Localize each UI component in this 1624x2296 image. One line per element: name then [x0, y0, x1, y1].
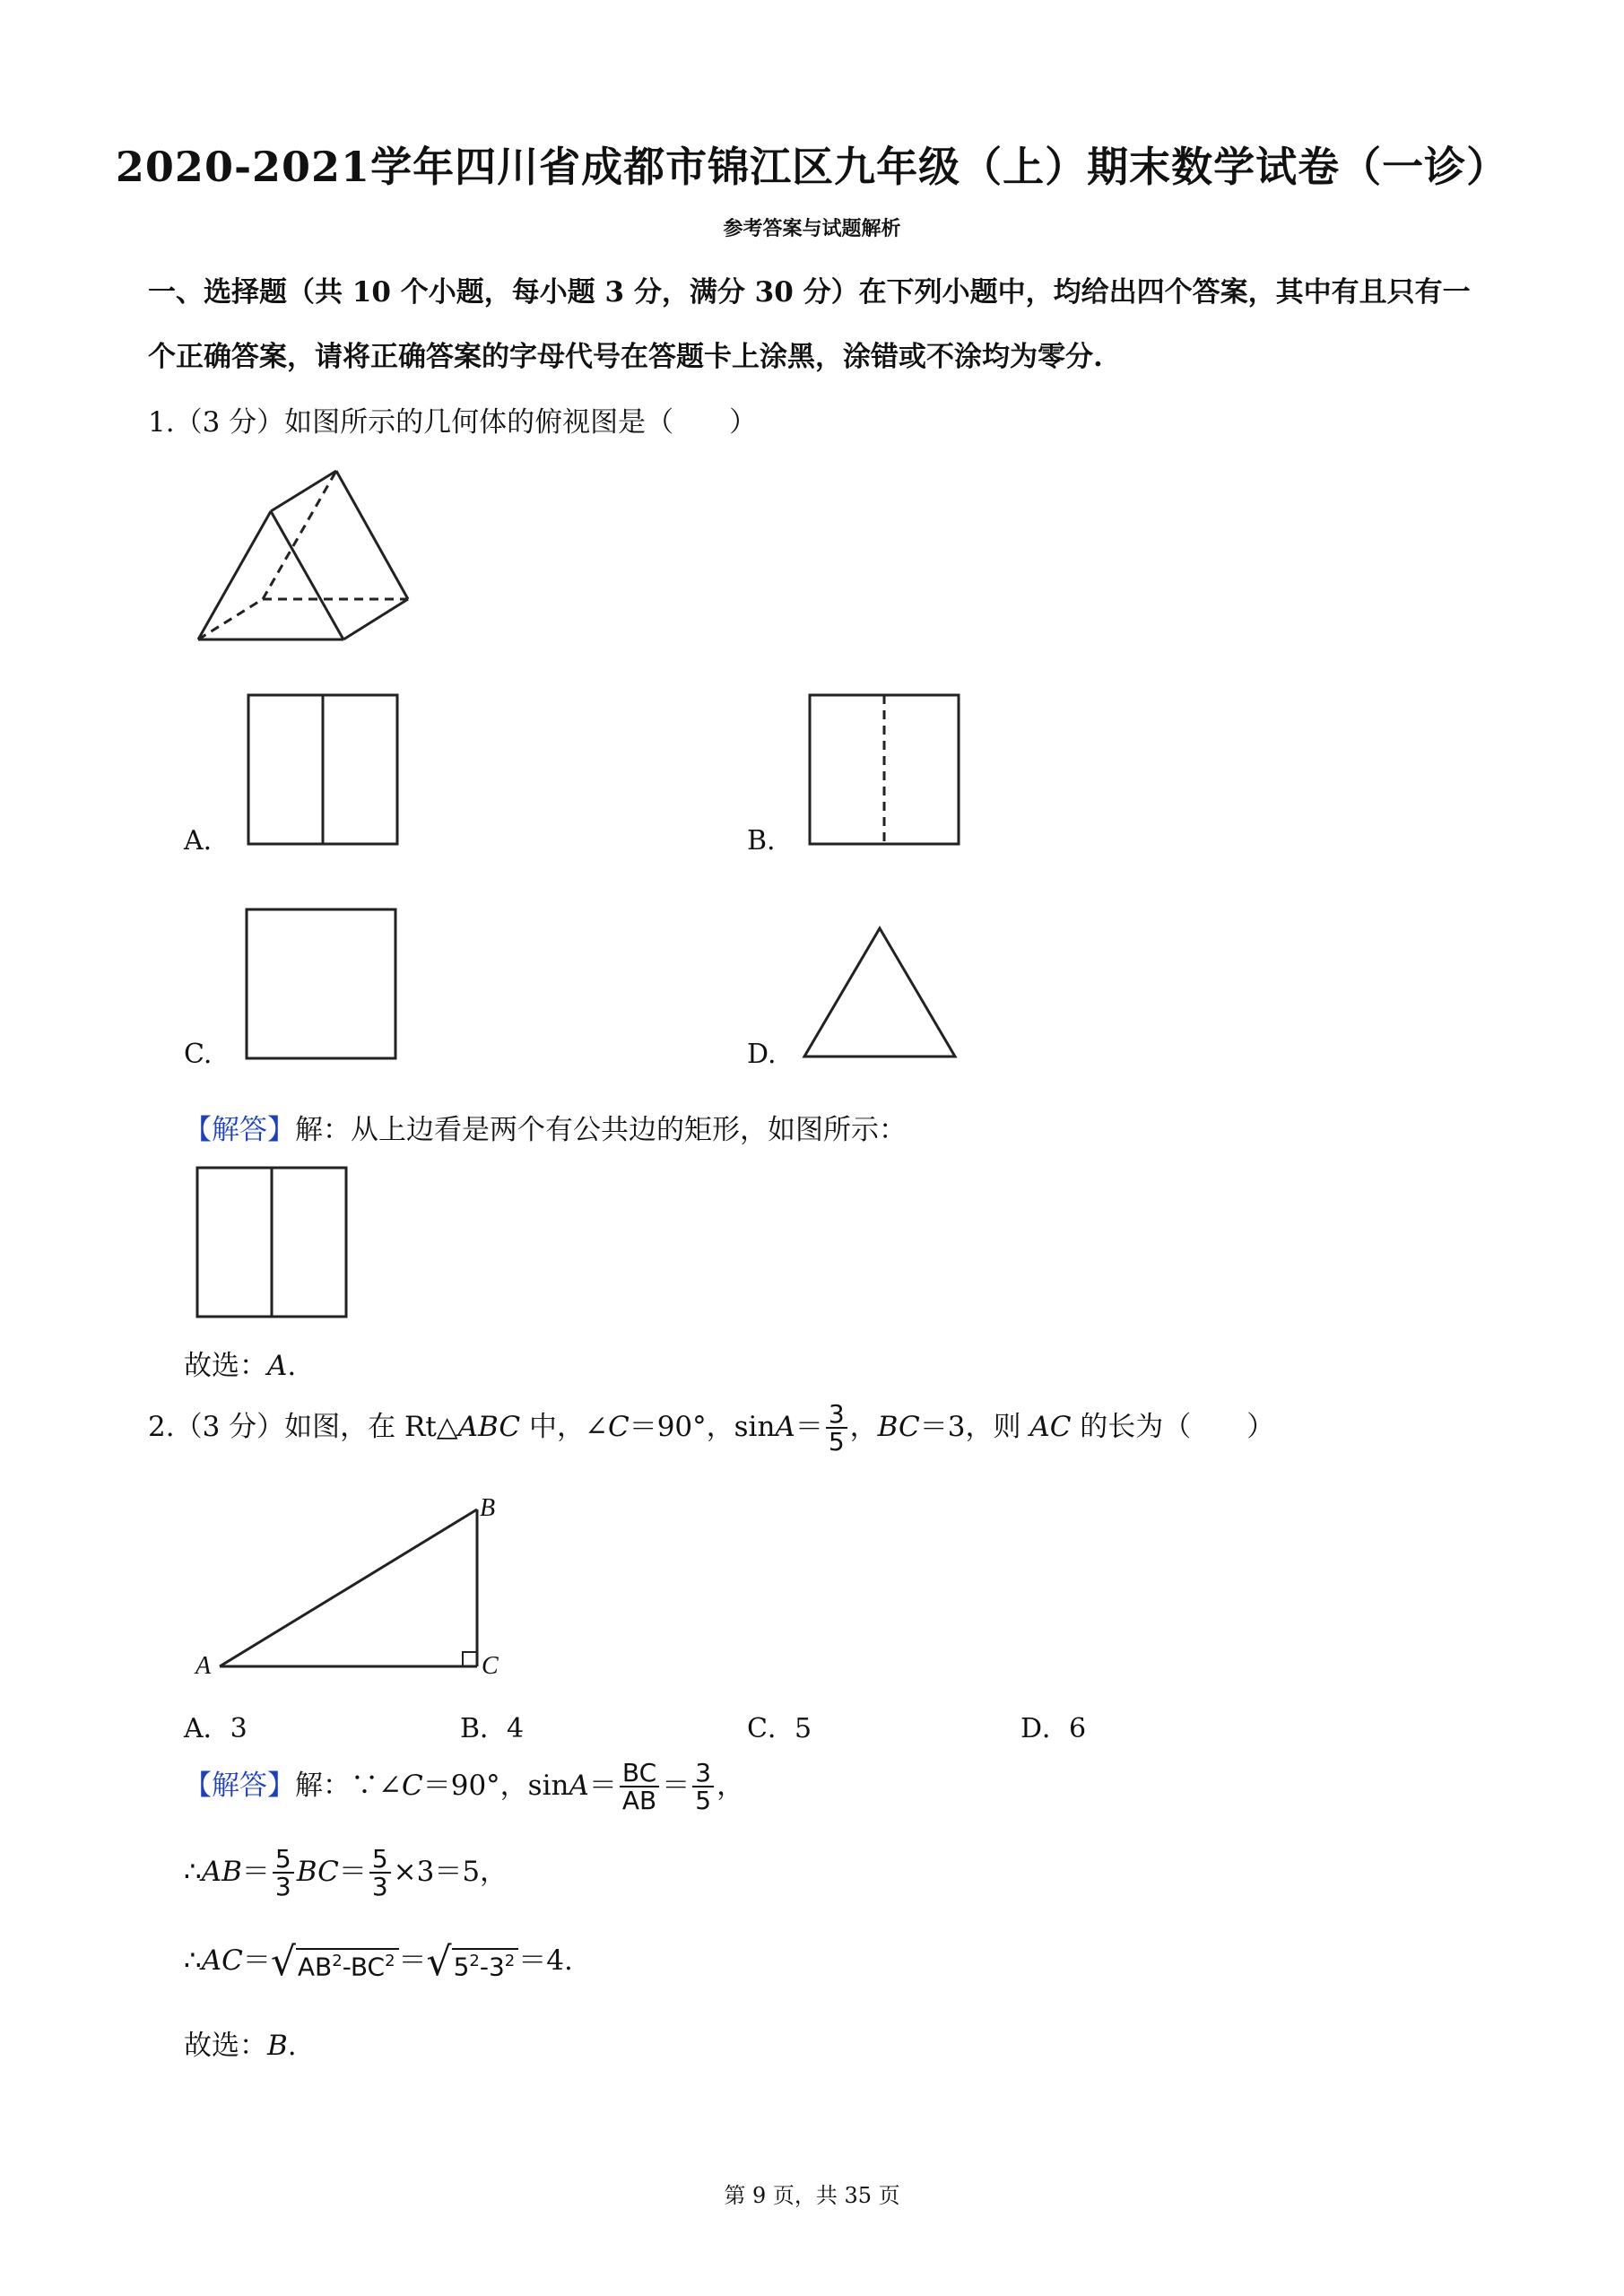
q2-stem-mid1: 中，∠ [520, 1410, 608, 1443]
page-title: 2020-2021学年四川省成都市锦江区九年级（上）期末数学试卷（一诊） [115, 143, 1509, 191]
q2-sol2-frac1-den: 3 [274, 1872, 291, 1902]
q2-sol3-end: ＝4. [518, 1944, 573, 1977]
q2-sol2-fraction-1 [273, 1846, 294, 1900]
q1-choice-letter: A [267, 1350, 288, 1382]
q2-sol1-frac2-den: 5 [695, 1786, 712, 1816]
q2-sol3-radical-2 [427, 1939, 519, 1985]
q2-stem-frac-den: 5 [828, 1427, 845, 1457]
q2-sol1-c: C [401, 1769, 423, 1802]
q2-sol1-frac1-den: AB [621, 1786, 657, 1816]
q2-choice-end: . [287, 2030, 297, 2062]
q2-sol3-eq2: ＝ [398, 1944, 427, 1977]
q2-choice-line [184, 2022, 297, 2063]
q2-choice-letter: B [267, 2030, 288, 2062]
sqrt-icon: √ [270, 1939, 296, 1985]
q2-sol1-prefix: 解：∵∠ [295, 1769, 402, 1802]
q2-figure-label-c: C [482, 1652, 499, 1680]
q2-stem-prefix: 2.（3 分）如图，在 Rt△ [148, 1410, 458, 1443]
sqrt-icon: √ [426, 1939, 452, 1985]
page-footer: 第 9 页，共 35 页 [724, 2183, 900, 2208]
q1-option-a-label: A. [184, 825, 213, 857]
q2-sol2-eq2: ＝ [338, 1855, 367, 1888]
q2-stem-bc: BC [877, 1410, 920, 1443]
q2-sol1-eq2: ＝ [662, 1769, 690, 1802]
section-instructions-line-2: 个正确答案，请将正确答案的字母代号在答题卡上涂黑，涂错或不涂均为零分. [148, 341, 1103, 373]
q2-sol3-rad2-sup1: 2 [469, 1951, 480, 1970]
q2-option-a: A．3 [184, 1713, 248, 1744]
q2-sol2-eq: ＝ [241, 1855, 270, 1888]
q2-stem-ac: AC [1029, 1410, 1072, 1443]
q2-sol2-frac2-den: 3 [371, 1872, 388, 1902]
q2-sol1-fraction-1 [620, 1760, 659, 1814]
q2-stem-a: A [775, 1410, 795, 1443]
q1-answer-tag: 【解答】 [184, 1114, 295, 1146]
q2-sol1-eq: ＝ [588, 1769, 617, 1802]
q2-sol1-frac1-num: BC [620, 1760, 659, 1787]
page-subtitle: 参考答案与试题解析 [723, 217, 901, 240]
q2-stem-abc: ABC [457, 1410, 521, 1443]
q2-sol3-rad2-sup2: 2 [504, 1951, 516, 1970]
q2-sol1-fraction-2 [692, 1760, 714, 1814]
q2-sol3-radical-1 [271, 1939, 399, 1985]
q2-stem-frac-num: 3 [826, 1401, 847, 1429]
q2-sol3-rad1-a: AB [297, 1952, 333, 1982]
q1-option-d-label: D. [747, 1039, 777, 1070]
q2-sol2-ab: AB [201, 1855, 242, 1888]
q2-sol1-frac2-num: 3 [692, 1760, 714, 1787]
q2-stem-eq: ＝ [795, 1410, 823, 1443]
q2-sol3-rad2-b: -3 [479, 1952, 505, 1982]
q2-sol2-frac1-num: 5 [273, 1846, 294, 1874]
q2-solution-line-1 [184, 1760, 744, 1814]
q2-stem-mid2: ＝90°，sin [629, 1410, 776, 1443]
q2-solution-line-2 [184, 1846, 508, 1900]
q1-choice-prefix: 故选： [184, 1350, 267, 1382]
q2-sol2-end: ×3＝5， [393, 1855, 508, 1888]
q2-option-c: C．5 [747, 1713, 812, 1744]
q2-sol1-a: A [569, 1769, 589, 1802]
q2-solution-line-3 [184, 1937, 573, 1985]
q2-sol2-prefix: ∴ [184, 1855, 202, 1888]
q2-sol3-rad2-a: 5 [453, 1952, 470, 1982]
q1-option-b-label: B. [747, 825, 776, 857]
q2-sol2-frac2-num: 5 [369, 1846, 391, 1874]
q2-figure-label-a: A [195, 1652, 212, 1680]
q1-choice-end: . [287, 1350, 297, 1382]
q2-answer-tag: 【解答】 [184, 1769, 295, 1802]
q2-sol3-rad1-sup2: 2 [385, 1951, 395, 1970]
q2-choice-prefix: 故选： [184, 2030, 267, 2062]
q2-sol1-end: ， [716, 1769, 745, 1802]
q2-sol3-eq: ＝ [242, 1944, 271, 1977]
q2-sol3-rad1-b: -BC [342, 1952, 386, 1982]
q2-option-b: B．4 [460, 1713, 525, 1744]
q2-sol2-bc: BC [296, 1855, 339, 1888]
question-1-stem: 1.（3 分）如图所示的几何体的俯视图是（ ） [148, 406, 758, 439]
q2-sol3-rad1-sup1: 2 [332, 1951, 343, 1970]
q2-stem-comma: ， [849, 1410, 878, 1443]
q1-option-c-label: C. [184, 1039, 213, 1070]
section-instructions-line-1: 一、选择题（共 10 个小题，每小题 3 分，满分 30 分）在下列小题中，均给出四个答案，其中有且只有一 [148, 276, 1471, 309]
q1-answer-text: 解：从上边看是两个有公共边的矩形，如图所示： [295, 1114, 907, 1146]
q2-stem-end: 的长为（ ） [1071, 1410, 1275, 1443]
q2-sol1-mid: ＝90°，sin [422, 1769, 569, 1802]
q2-figure-label-b: B [480, 1494, 496, 1522]
q2-stem-mid3: ＝3，则 [919, 1410, 1030, 1443]
q2-sol2-fraction-2 [369, 1846, 391, 1900]
q2-sol3-prefix: ∴ [184, 1944, 202, 1977]
q2-sol3-ac: AC [201, 1944, 243, 1977]
q2-stem-c: C [607, 1410, 630, 1443]
q2-option-d: D．6 [1020, 1713, 1087, 1744]
